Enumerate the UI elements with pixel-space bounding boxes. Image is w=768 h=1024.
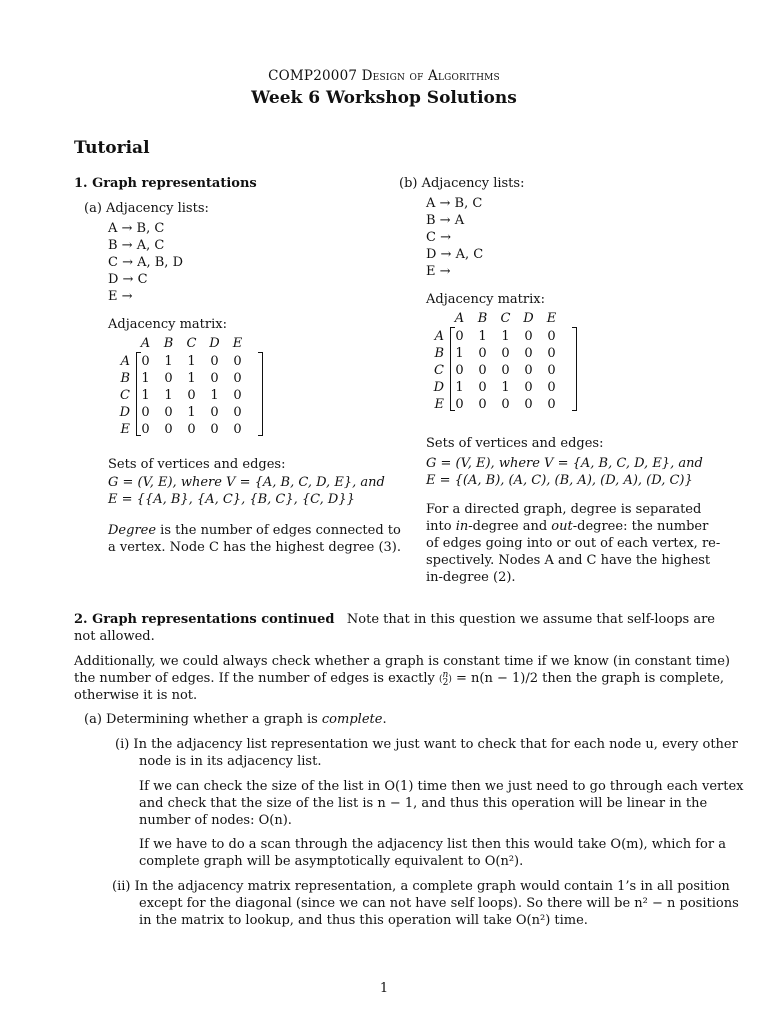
q1b-adjacency-matrix bbox=[426, 309, 563, 413]
course-name: Design of Algorithms bbox=[361, 68, 500, 84]
matrix-cell: 0 bbox=[524, 363, 533, 378]
matrix-cell: 0 bbox=[547, 329, 556, 344]
q2a-i-p2-l2: and check that the size of the list is n − 1, and thus this operation will be linear in the bbox=[139, 796, 708, 811]
matrix-col-header: D bbox=[209, 336, 220, 351]
q2a-ii-l3: in the matrix to lookup, and thus this operation will take O(n²) time. bbox=[139, 913, 588, 928]
matrix-cell: 0 bbox=[164, 422, 173, 437]
list-item: D → C bbox=[108, 272, 148, 287]
matrix-cell: 1 bbox=[187, 371, 196, 386]
matrix-row-label: A bbox=[120, 354, 130, 369]
matrix-cell: 0 bbox=[210, 371, 219, 386]
matrix-row bbox=[426, 328, 563, 345]
matrix-col-header: B bbox=[477, 311, 488, 326]
q1a-degree-text: Degree is the number of edges connected to bbox=[108, 523, 401, 538]
matrix-cell: 0 bbox=[210, 405, 219, 420]
q1b-label: (b) Adjacency lists: bbox=[399, 176, 525, 191]
matrix-col-header: B bbox=[163, 336, 174, 351]
matrix-cell: 0 bbox=[141, 405, 150, 420]
matrix-col-header: E bbox=[546, 311, 557, 326]
matrix-cell: 0 bbox=[233, 388, 242, 403]
matrix-row-label: D bbox=[119, 405, 130, 420]
list-item: D → A, C bbox=[426, 247, 484, 262]
q1b-sets-line2: E = {(A, B), (A, C), (B, A), (D, A), (D, C)} bbox=[426, 473, 693, 488]
list-item: A → B, C bbox=[426, 196, 483, 211]
course-header bbox=[0, 68, 768, 85]
matrix-row-label: B bbox=[434, 346, 444, 361]
page-number: 1 bbox=[379, 981, 389, 996]
matrix-cell: 0 bbox=[233, 422, 242, 437]
matrix-left-bracket bbox=[450, 327, 455, 411]
q2a-ii-l2: except for the diagonal (since we can not have self loops). So there will be n² − n positions bbox=[139, 896, 739, 911]
list-item: E → bbox=[108, 289, 133, 304]
matrix-cell: 0 bbox=[141, 354, 150, 369]
q2a-i-p3-l2: complete graph will be asymptotically equivalent to O(n²). bbox=[139, 854, 524, 869]
q2-p1-l1: Additionally, we could always check whether a graph is constant time if we know (in constant time) bbox=[74, 654, 730, 669]
matrix-cell: 0 bbox=[455, 363, 464, 378]
matrix-col-header: D bbox=[523, 311, 534, 326]
q1b-directed-text: For a directed graph, degree is separated into in-degree and out-degree: the number of edges going into or out of each vertex, re- spectively. Nodes A and C have the highest in-degree (2). bbox=[426, 502, 721, 585]
matrix-cell: 0 bbox=[455, 329, 464, 344]
matrix-row bbox=[426, 345, 563, 362]
matrix-col-header: C bbox=[500, 311, 511, 326]
matrix-row bbox=[426, 379, 563, 396]
matrix-cell: 0 bbox=[478, 397, 487, 412]
q1a-sets-line2: E = {{A, B}, {A, C}, {B, C}, {C, D}} bbox=[108, 492, 355, 507]
matrix-cell: 1 bbox=[164, 354, 173, 369]
matrix-row-label: D bbox=[433, 380, 444, 395]
matrix-cell: 1 bbox=[455, 380, 464, 395]
binomial: ( n 2 ) bbox=[439, 669, 452, 688]
q1b-sets-line1: G = (V, E), where V = {A, B, C, D, E}, and bbox=[426, 456, 703, 471]
matrix-col-header: A bbox=[454, 311, 465, 326]
matrix-right-bracket bbox=[258, 352, 263, 436]
matrix-cell: 1 bbox=[455, 346, 464, 361]
matrix-row bbox=[112, 370, 249, 387]
matrix-cell: 1 bbox=[501, 380, 510, 395]
q2a-i-p2-l1: If we can check the size of the list in O(1) time then we just need to go through each vertex bbox=[139, 779, 744, 794]
q1a-degree-text-2: a vertex. Node C has the highest degree (3). bbox=[108, 540, 401, 555]
q1a-matrix-label: Adjacency matrix: bbox=[108, 317, 227, 332]
q2a-i-l2: node is in its adjacency list. bbox=[139, 754, 322, 769]
page-title: Week 6 Workshop Solutions bbox=[251, 88, 517, 108]
list-item: C → A, B, D bbox=[108, 255, 183, 270]
matrix-row-label: B bbox=[120, 371, 130, 386]
q1b-adjacency-list bbox=[426, 195, 483, 280]
matrix-cell: 0 bbox=[547, 380, 556, 395]
q2a-i-p3-l1: If we have to do a scan through the adjacency list then this would take O(m), which for a bbox=[139, 837, 726, 852]
q1a-adjacency-list bbox=[108, 220, 183, 305]
matrix-cell: 0 bbox=[524, 329, 533, 344]
matrix-cell: 1 bbox=[187, 405, 196, 420]
q2-p1-l3: otherwise it is not. bbox=[74, 688, 198, 703]
matrix-cell: 0 bbox=[164, 371, 173, 386]
q2-heading: 2. Graph representations continued bbox=[74, 612, 335, 627]
q1a-sets-line1: G = (V, E), where V = {A, B, C, D, E}, and bbox=[108, 475, 385, 490]
matrix-row-label: C bbox=[434, 363, 444, 378]
q2-heading-line: 2. Graph representations continued Note that in this question we assume that self-loops are bbox=[74, 612, 715, 627]
q1b-matrix-label: Adjacency matrix: bbox=[426, 292, 545, 307]
matrix-cell: 1 bbox=[141, 371, 150, 386]
matrix-cell: 0 bbox=[164, 405, 173, 420]
list-item: B → A, C bbox=[108, 238, 165, 253]
matrix-cell: 0 bbox=[210, 354, 219, 369]
matrix-cell: 0 bbox=[547, 346, 556, 361]
matrix-cell: 0 bbox=[524, 380, 533, 395]
matrix-cell: 1 bbox=[210, 388, 219, 403]
matrix-cell: 0 bbox=[233, 371, 242, 386]
matrix-cell: 0 bbox=[478, 346, 487, 361]
matrix-cell: 0 bbox=[233, 405, 242, 420]
matrix-cell: 0 bbox=[187, 422, 196, 437]
matrix-row-label: E bbox=[120, 422, 130, 437]
matrix-cell: 0 bbox=[501, 397, 510, 412]
q2a-i-p2-l3: number of nodes: O(n). bbox=[139, 813, 292, 828]
matrix-row bbox=[426, 396, 563, 413]
list-item: C → bbox=[426, 230, 451, 245]
degree-term: Degree bbox=[108, 523, 157, 538]
matrix-cell: 0 bbox=[455, 397, 464, 412]
matrix-cell: 0 bbox=[187, 388, 196, 403]
matrix-col-header: C bbox=[186, 336, 197, 351]
matrix-row bbox=[112, 353, 249, 370]
q2-intro-cont: not allowed. bbox=[74, 629, 155, 644]
q2a-ii-l1: (ii) In the adjacency matrix representation, a complete graph would contain 1’s in all position bbox=[112, 879, 730, 894]
q2a-label: (a) Determining whether a graph is complete. bbox=[84, 712, 387, 727]
course-code: COMP20007 bbox=[268, 68, 358, 84]
section-heading: Tutorial bbox=[74, 138, 150, 158]
matrix-cell: 0 bbox=[141, 422, 150, 437]
matrix-cell: 0 bbox=[547, 397, 556, 412]
matrix-row-label: A bbox=[434, 329, 444, 344]
matrix-cell: 1 bbox=[501, 329, 510, 344]
matrix-left-bracket bbox=[136, 352, 141, 436]
matrix-cell: 0 bbox=[501, 346, 510, 361]
matrix-row-label: C bbox=[120, 388, 130, 403]
matrix-cell: 0 bbox=[501, 363, 510, 378]
matrix-row bbox=[112, 421, 249, 438]
matrix-cell: 0 bbox=[233, 354, 242, 369]
matrix-col-header: E bbox=[232, 336, 243, 351]
matrix-cell: 1 bbox=[187, 354, 196, 369]
matrix-right-bracket bbox=[572, 327, 577, 411]
matrix-cell: 0 bbox=[547, 363, 556, 378]
list-item: A → B, C bbox=[108, 221, 165, 236]
matrix-cell: 1 bbox=[164, 388, 173, 403]
matrix-cell: 1 bbox=[141, 388, 150, 403]
matrix-row bbox=[112, 404, 249, 421]
matrix-cell: 0 bbox=[524, 397, 533, 412]
matrix-cell: 0 bbox=[210, 422, 219, 437]
matrix-cell: 0 bbox=[524, 346, 533, 361]
list-item: B → A bbox=[426, 213, 465, 228]
q2-p1-l2: the number of edges. If the number of edges is exactly ( n 2 ) = n(n − 1)/2 then the graph is complete, bbox=[74, 669, 725, 688]
matrix-row bbox=[426, 362, 563, 379]
q1a-sets-label: Sets of vertices and edges: bbox=[108, 457, 286, 472]
matrix-row bbox=[112, 387, 249, 404]
matrix-row-label: E bbox=[434, 397, 444, 412]
q2a-i-l1: (i) In the adjacency list representation we just want to check that for each node u, every other bbox=[115, 737, 738, 752]
q1b-sets-label: Sets of vertices and edges: bbox=[426, 436, 604, 451]
q1-heading: 1. Graph representations bbox=[74, 176, 257, 191]
matrix-col-header: A bbox=[140, 336, 151, 351]
matrix-cell: 0 bbox=[478, 363, 487, 378]
q1a-adjacency-matrix bbox=[112, 334, 249, 438]
matrix-cell: 0 bbox=[478, 380, 487, 395]
q1a-label: (a) Adjacency lists: bbox=[84, 201, 209, 216]
matrix-cell: 1 bbox=[478, 329, 487, 344]
list-item: E → bbox=[426, 264, 451, 279]
